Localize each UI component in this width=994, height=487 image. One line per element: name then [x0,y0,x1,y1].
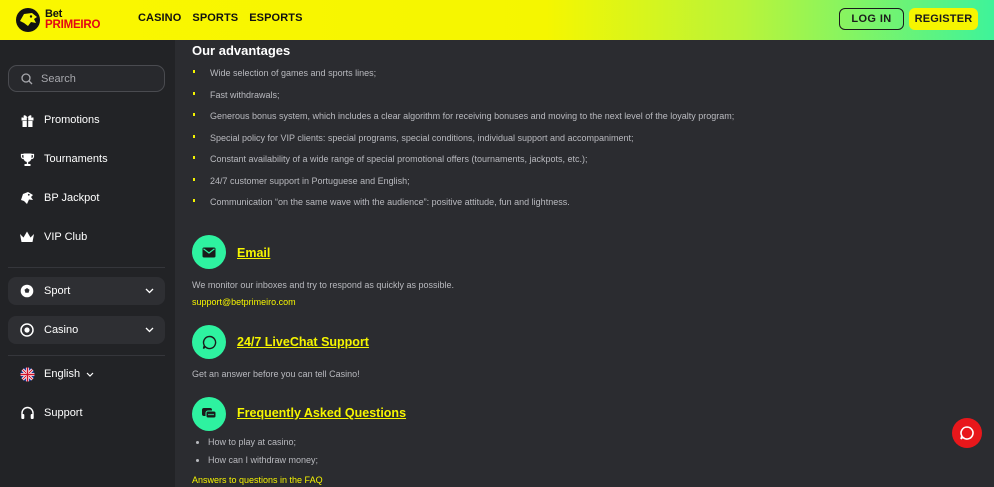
sidebar-item-vip-club[interactable] [18,228,87,246]
panther-icon [18,189,36,207]
list-item: Constant availability of a wide range of special promotional offers (tournaments, jackpots, etc.); [192,154,734,176]
language-selector[interactable] [18,365,94,383]
sidebar [0,40,175,487]
sidebar-item-label: Tournaments [44,153,108,165]
list-item: Wide selection of games and sports lines; [192,68,734,90]
trophy-icon [18,150,36,168]
register-button[interactable]: REGISTER [909,8,978,30]
panther-logo-icon [14,6,42,34]
crown-icon [18,228,36,246]
advantages-heading: Our advantages [192,43,291,58]
brand-line2: PRIMEIRO [45,19,101,31]
live-chat-button[interactable] [952,418,982,448]
nav-sports[interactable]: SPORTS [192,12,239,24]
email-title-link[interactable]: Email [237,246,271,260]
list-item: 24/7 customer support in Portuguese and English; [192,176,734,198]
chevron-down-icon [145,288,154,294]
livechat-section-icon [192,325,226,359]
livechat-title-link[interactable]: 24/7 LiveChat Support [237,335,369,349]
main-content [175,40,994,487]
email-description: We monitor our inboxes and try to respond as quickly as possible. [192,280,454,290]
faq-list [192,437,318,473]
sidebar-item-casino[interactable] [8,316,165,344]
list-item: How to play at casino; [192,437,318,455]
sidebar-item-label: Casino [44,324,79,336]
sidebar-item-label: VIP Club [44,231,88,243]
search-placeholder: Search [41,72,76,85]
search-icon [21,73,33,85]
nav-casino[interactable]: CASINO [138,12,182,24]
faq-title-link[interactable]: Frequently Asked Questions [237,406,407,420]
soccer-ball-icon [19,283,35,299]
sidebar-item-label: Sport [44,285,71,297]
sidebar-item-support[interactable] [18,404,83,422]
search-input[interactable] [8,65,165,92]
login-button[interactable]: LOG IN [839,8,904,30]
casino-chip-icon [19,322,35,338]
sidebar-item-label: Promotions [44,114,100,126]
brand-logo[interactable] [14,5,124,35]
sidebar-item-label: Support [44,407,83,419]
sidebar-item-sport[interactable] [8,277,165,305]
nav-esports[interactable]: ESPORTS [249,12,303,24]
chat-bubble-icon [202,335,217,350]
top-header [0,0,994,40]
faq-section-icon [192,397,226,431]
list-item: How can I withdraw money; [192,455,318,473]
language-label: English [44,368,81,380]
list-item: Generous bonus system, which includes a clear algorithm for receiving bonuses and moving to the next level of the loyalty program; [192,111,734,133]
mail-icon [202,247,216,258]
advantages-list [192,68,734,219]
chat-bubble-icon [959,425,975,441]
main-nav [138,12,303,24]
list-item: Special policy for VIP clients: special programs, special conditions, individual support and accompaniment; [192,133,734,155]
gift-icon [18,111,36,129]
sidebar-item-bp-jackpot[interactable] [18,189,99,207]
faq-answers-link[interactable]: Answers to questions in the FAQ [192,475,323,485]
list-item: Fast withdrawals; [192,90,734,112]
sidebar-item-label: BP Jackpot [44,192,100,204]
sidebar-divider [8,355,165,356]
chevron-down-icon [86,372,94,377]
chevron-down-icon [145,327,154,333]
sidebar-item-promotions[interactable] [18,111,100,129]
faq-chat-icon [201,407,217,421]
brand-line1: Bet [45,8,63,20]
sidebar-divider [8,267,165,268]
headset-icon [18,404,36,422]
uk-flag-icon [18,365,36,383]
sidebar-item-tournaments[interactable] [18,150,108,168]
list-item: Communication “on the same wave with the audience”: positive attitude, fun and lightness. [192,197,734,219]
email-section-icon [192,235,226,269]
support-email-link[interactable]: support@betprimeiro.com [192,297,296,307]
livechat-description: Get an answer before you can tell Casino! [192,369,360,379]
